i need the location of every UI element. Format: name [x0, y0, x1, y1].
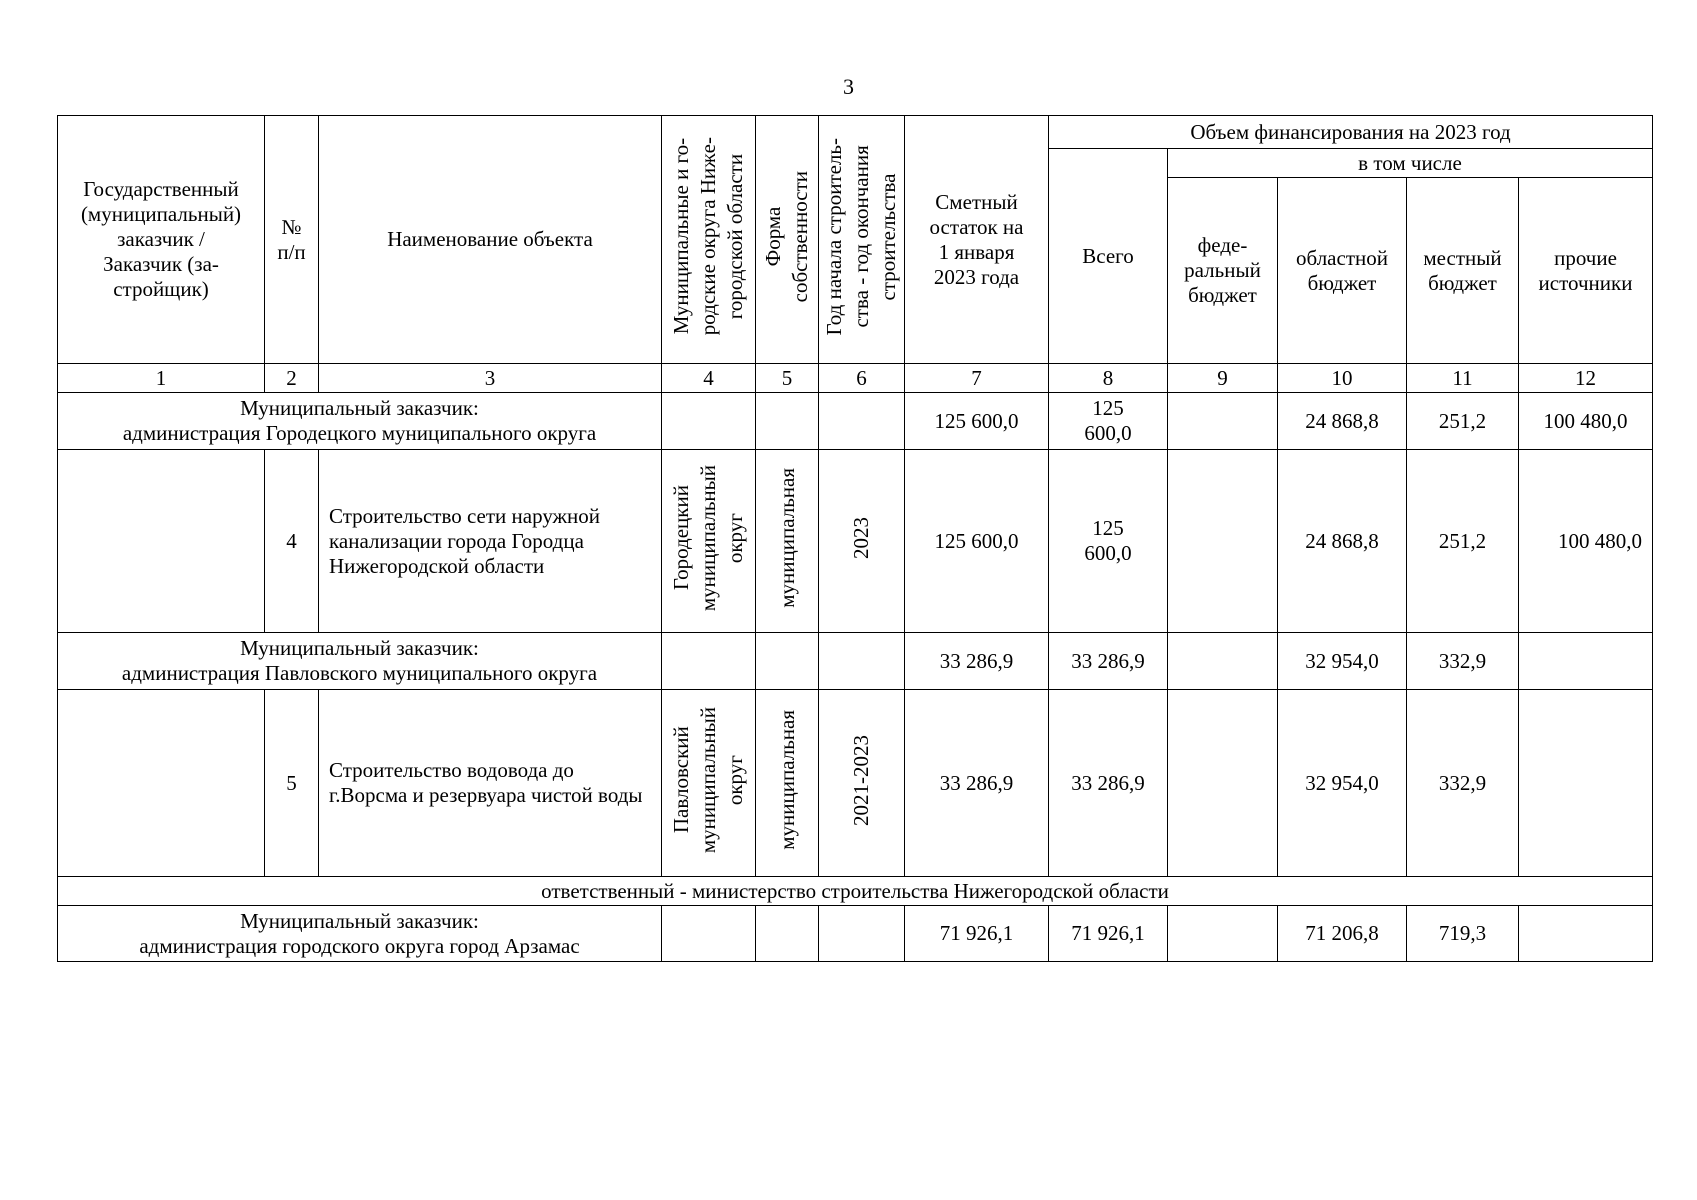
- object-district: Городецкий муниципальный округ: [662, 450, 756, 633]
- header-districts: Муниципальные и го- родские округа Нижe- городской области: [662, 116, 756, 364]
- local-budget: 332,9: [1407, 690, 1519, 877]
- local-budget: 251,2: [1407, 393, 1519, 450]
- empty-cell: [662, 633, 756, 690]
- customer-label: Муниципальный заказчик: администрация Павловского муниципального округа: [58, 633, 662, 690]
- empty-cell: [662, 906, 756, 962]
- header-federal-budget: феде- ральный бюджет: [1168, 178, 1278, 364]
- column-number: 4: [662, 364, 756, 393]
- column-number: 1: [58, 364, 265, 393]
- local-budget: 251,2: [1407, 450, 1519, 633]
- header-ownership: Форма собственности: [756, 116, 819, 364]
- customer-row-gorodets: [58, 393, 1653, 450]
- federal-budget: [1168, 633, 1278, 690]
- header-local-budget: местный бюджет: [1407, 178, 1519, 364]
- object-ownership: муниципальная: [756, 450, 819, 633]
- empty-cell: [756, 906, 819, 962]
- object-name: Строительство водовода до г.Ворсма и резервуара чистой воды: [319, 690, 662, 877]
- object-name: Строительство сети наружной канализации города Городца Нижегородской области: [319, 450, 662, 633]
- federal-budget: [1168, 906, 1278, 962]
- column-number: 5: [756, 364, 819, 393]
- object-number: 5: [265, 690, 319, 877]
- header-financing-group: Объем финансирования на 2023 год: [1049, 116, 1653, 149]
- total: 71 926,1: [1049, 906, 1168, 962]
- local-budget: 332,9: [1407, 633, 1519, 690]
- empty-cell: [819, 633, 905, 690]
- other-sources: 100 480,0: [1519, 393, 1653, 450]
- regional-budget: 24 868,8: [1278, 450, 1407, 633]
- header-total: Всего: [1049, 149, 1168, 364]
- total: 125 600,0: [1049, 450, 1168, 633]
- regional-budget: 24 868,8: [1278, 393, 1407, 450]
- estimated-balance: 33 286,9: [905, 633, 1049, 690]
- column-number: 3: [319, 364, 662, 393]
- header-including: в том числе: [1168, 149, 1653, 178]
- header-number: № п/п: [265, 116, 319, 364]
- column-number: 9: [1168, 364, 1278, 393]
- estimated-balance: 125 600,0: [905, 450, 1049, 633]
- regional-budget: 32 954,0: [1278, 633, 1407, 690]
- header-estimated-balance: Сметный остаток на 1 января 2023 года: [905, 116, 1049, 364]
- federal-budget: [1168, 393, 1278, 450]
- page-number: 3: [843, 74, 854, 99]
- regional-budget: 32 954,0: [1278, 690, 1407, 877]
- other-sources: 100 480,0: [1519, 450, 1653, 633]
- empty-cell: [756, 393, 819, 450]
- estimated-balance: 125 600,0: [905, 393, 1049, 450]
- federal-budget: [1168, 690, 1278, 877]
- estimated-balance: 71 926,1: [905, 906, 1049, 962]
- total: 33 286,9: [1049, 633, 1168, 690]
- responsible-label: ответственный - министерство строительства Нижегородской области: [58, 877, 1653, 906]
- empty-cell: [819, 906, 905, 962]
- local-budget: 719,3: [1407, 906, 1519, 962]
- other-sources: [1519, 906, 1653, 962]
- object-number: 4: [265, 450, 319, 633]
- column-number: 8: [1049, 364, 1168, 393]
- total: 33 286,9: [1049, 690, 1168, 877]
- other-sources: [1519, 633, 1653, 690]
- column-number: 6: [819, 364, 905, 393]
- object-years: 2023: [819, 450, 905, 633]
- other-sources: [1519, 690, 1653, 877]
- header-regional-budget: областной бюджет: [1278, 178, 1407, 364]
- customer-label: Муниципальный заказчик: администрация городского округа город Арзамас: [58, 906, 662, 962]
- object-district: Павловский муниципальный округ: [662, 690, 756, 877]
- financing-table: [57, 115, 1653, 962]
- header-row-1: [58, 116, 1653, 149]
- empty-cell: [662, 393, 756, 450]
- empty-cell: [819, 393, 905, 450]
- object-row-5: [58, 690, 1653, 877]
- column-number: 11: [1407, 364, 1519, 393]
- regional-budget: 71 206,8: [1278, 906, 1407, 962]
- total: 125 600,0: [1049, 393, 1168, 450]
- customer-row-arzamas: [58, 906, 1653, 962]
- column-number: 7: [905, 364, 1049, 393]
- column-number: 12: [1519, 364, 1653, 393]
- empty-cell: [58, 690, 265, 877]
- empty-cell: [756, 633, 819, 690]
- header-object-name: Наименование объекта: [319, 116, 662, 364]
- column-numbers-row: [58, 364, 1653, 393]
- header-customer: Государственный (муниципальный) заказчик / Заказчик (за- стройщик): [58, 116, 265, 364]
- column-number: 2: [265, 364, 319, 393]
- column-number: 10: [1278, 364, 1407, 393]
- empty-cell: [58, 450, 265, 633]
- federal-budget: [1168, 450, 1278, 633]
- object-ownership: муниципальная: [756, 690, 819, 877]
- estimated-balance: 33 286,9: [905, 690, 1049, 877]
- customer-label: Муниципальный заказчик: администрация Городецкого муниципального округа: [58, 393, 662, 450]
- responsible-row: [58, 877, 1653, 906]
- header-years: Год начала строитель- ства - год окончания строительства: [819, 116, 905, 364]
- object-row-4: [58, 450, 1653, 633]
- object-years: 2021-2023: [819, 690, 905, 877]
- header-other-sources: прочие источники: [1519, 178, 1653, 364]
- customer-row-pavlovo: [58, 633, 1653, 690]
